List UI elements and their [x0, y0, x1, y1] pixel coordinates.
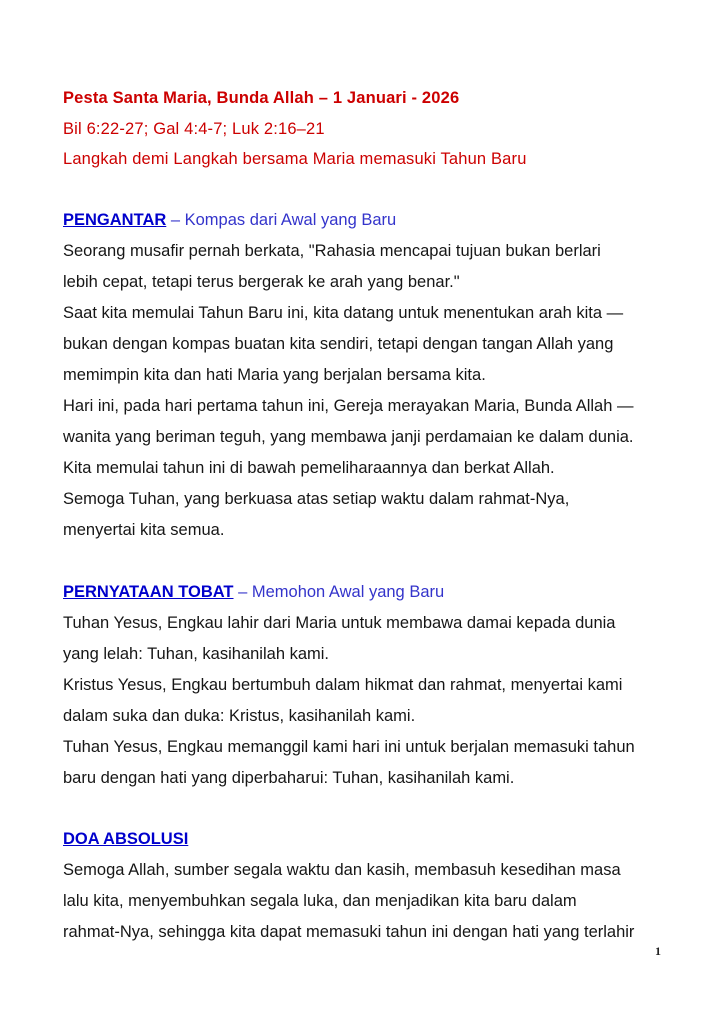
paragraph — [63, 236, 663, 298]
paragraph — [63, 608, 663, 670]
paragraph-line: wanita yang beriman teguh, yang membawa janji perdamaian ke dalam dunia. — [63, 428, 634, 446]
document-body — [63, 83, 663, 948]
paragraph — [63, 855, 663, 948]
sections-container — [63, 175, 663, 949]
paragraph — [63, 670, 663, 732]
paragraph-line: rahmat-Nya, sehingga kita dapat memasuki tahun ini dengan hati yang terlahir — [63, 923, 635, 941]
document-title: Pesta Santa Maria, Bunda Allah – 1 Januari - 2026 — [63, 89, 460, 107]
scripture-readings: Bil 6:22-27; Gal 4:4-7; Luk 2:16–21 — [63, 119, 325, 138]
paragraph-line: Hari ini, pada hari pertama tahun ini, Gereja merayakan Maria, Bunda Allah — — [63, 397, 634, 415]
paragraph-line: memimpin kita dan hati Maria yang berjalan bersama kita. — [63, 366, 486, 384]
paragraph-line: Tuhan Yesus, Engkau lahir dari Maria untuk membawa damai kepada dunia — [63, 613, 616, 632]
section — [63, 205, 663, 546]
paragraph-line: Semoga Tuhan, yang berkuasa atas setiap waktu dalam rahmat-Nya, — [63, 490, 570, 508]
document-theme: Langkah demi Langkah bersama Maria memasuki Tahun Baru — [63, 150, 527, 168]
paragraph — [63, 732, 663, 794]
section-heading — [63, 824, 663, 855]
paragraph-line: menyertai kita semua. — [63, 521, 225, 539]
paragraph-line: lebih cepat, tetapi terus bergerak ke arah yang benar." — [63, 273, 460, 291]
section-heading-title: PERNYATAAN TOBAT — [63, 582, 234, 601]
document-title-block — [63, 83, 663, 175]
paragraph — [63, 391, 663, 453]
paragraph-line: Kristus Yesus, Engkau bertumbuh dalam hikmat dan rahmat, menyertai kami — [63, 675, 623, 694]
paragraph-line: bukan dengan kompas buatan kita sendiri, tetapi dengan tangan Allah yang — [63, 335, 614, 353]
paragraph — [63, 298, 663, 391]
paragraph-line: Seorang musafir pernah berkata, "Rahasia mencapai tujuan bukan berlari — [63, 242, 601, 260]
paragraph-line: Tuhan Yesus, Engkau memanggil kami hari ini untuk berjalan memasuki tahun — [63, 737, 635, 756]
paragraph-line: lalu kita, menyembuhkan segala luka, dan menjadikan kita baru dalam — [63, 892, 577, 910]
paragraph-line: Saat kita memulai Tahun Baru ini, kita datang untuk menentukan arah kita — — [63, 304, 624, 322]
paragraph-line: dalam suka dan duka: Kristus, kasihanilah kami. — [63, 706, 416, 725]
paragraph-line: baru dengan hati yang diperbaharui: Tuhan, kasihanilah kami. — [63, 768, 515, 787]
section-heading-subtitle: – Kompas dari Awal yang Baru — [166, 211, 397, 229]
section-heading-title: DOA ABSOLUSI — [63, 830, 189, 848]
paragraph-line: yang lelah: Tuhan, kasihanilah kami. — [63, 644, 329, 663]
page-number: 1 — [655, 944, 661, 958]
section-heading-subtitle: – Memohon Awal yang Baru — [233, 582, 445, 601]
section — [63, 824, 663, 948]
section-heading-title: PENGANTAR — [63, 211, 167, 229]
section — [63, 577, 663, 794]
section-spacer — [63, 794, 663, 825]
section-heading — [63, 205, 663, 236]
section-spacer — [63, 175, 663, 206]
paragraph-line: Kita memulai tahun ini di bawah pemeliharaannya dan berkat Allah. — [63, 459, 555, 477]
paragraph — [63, 453, 663, 484]
paragraph-line: Semoga Allah, sumber segala waktu dan kasih, membasuh kesedihan masa — [63, 861, 621, 879]
paragraph — [63, 484, 663, 546]
section-spacer — [63, 546, 663, 577]
section-heading — [63, 577, 663, 608]
